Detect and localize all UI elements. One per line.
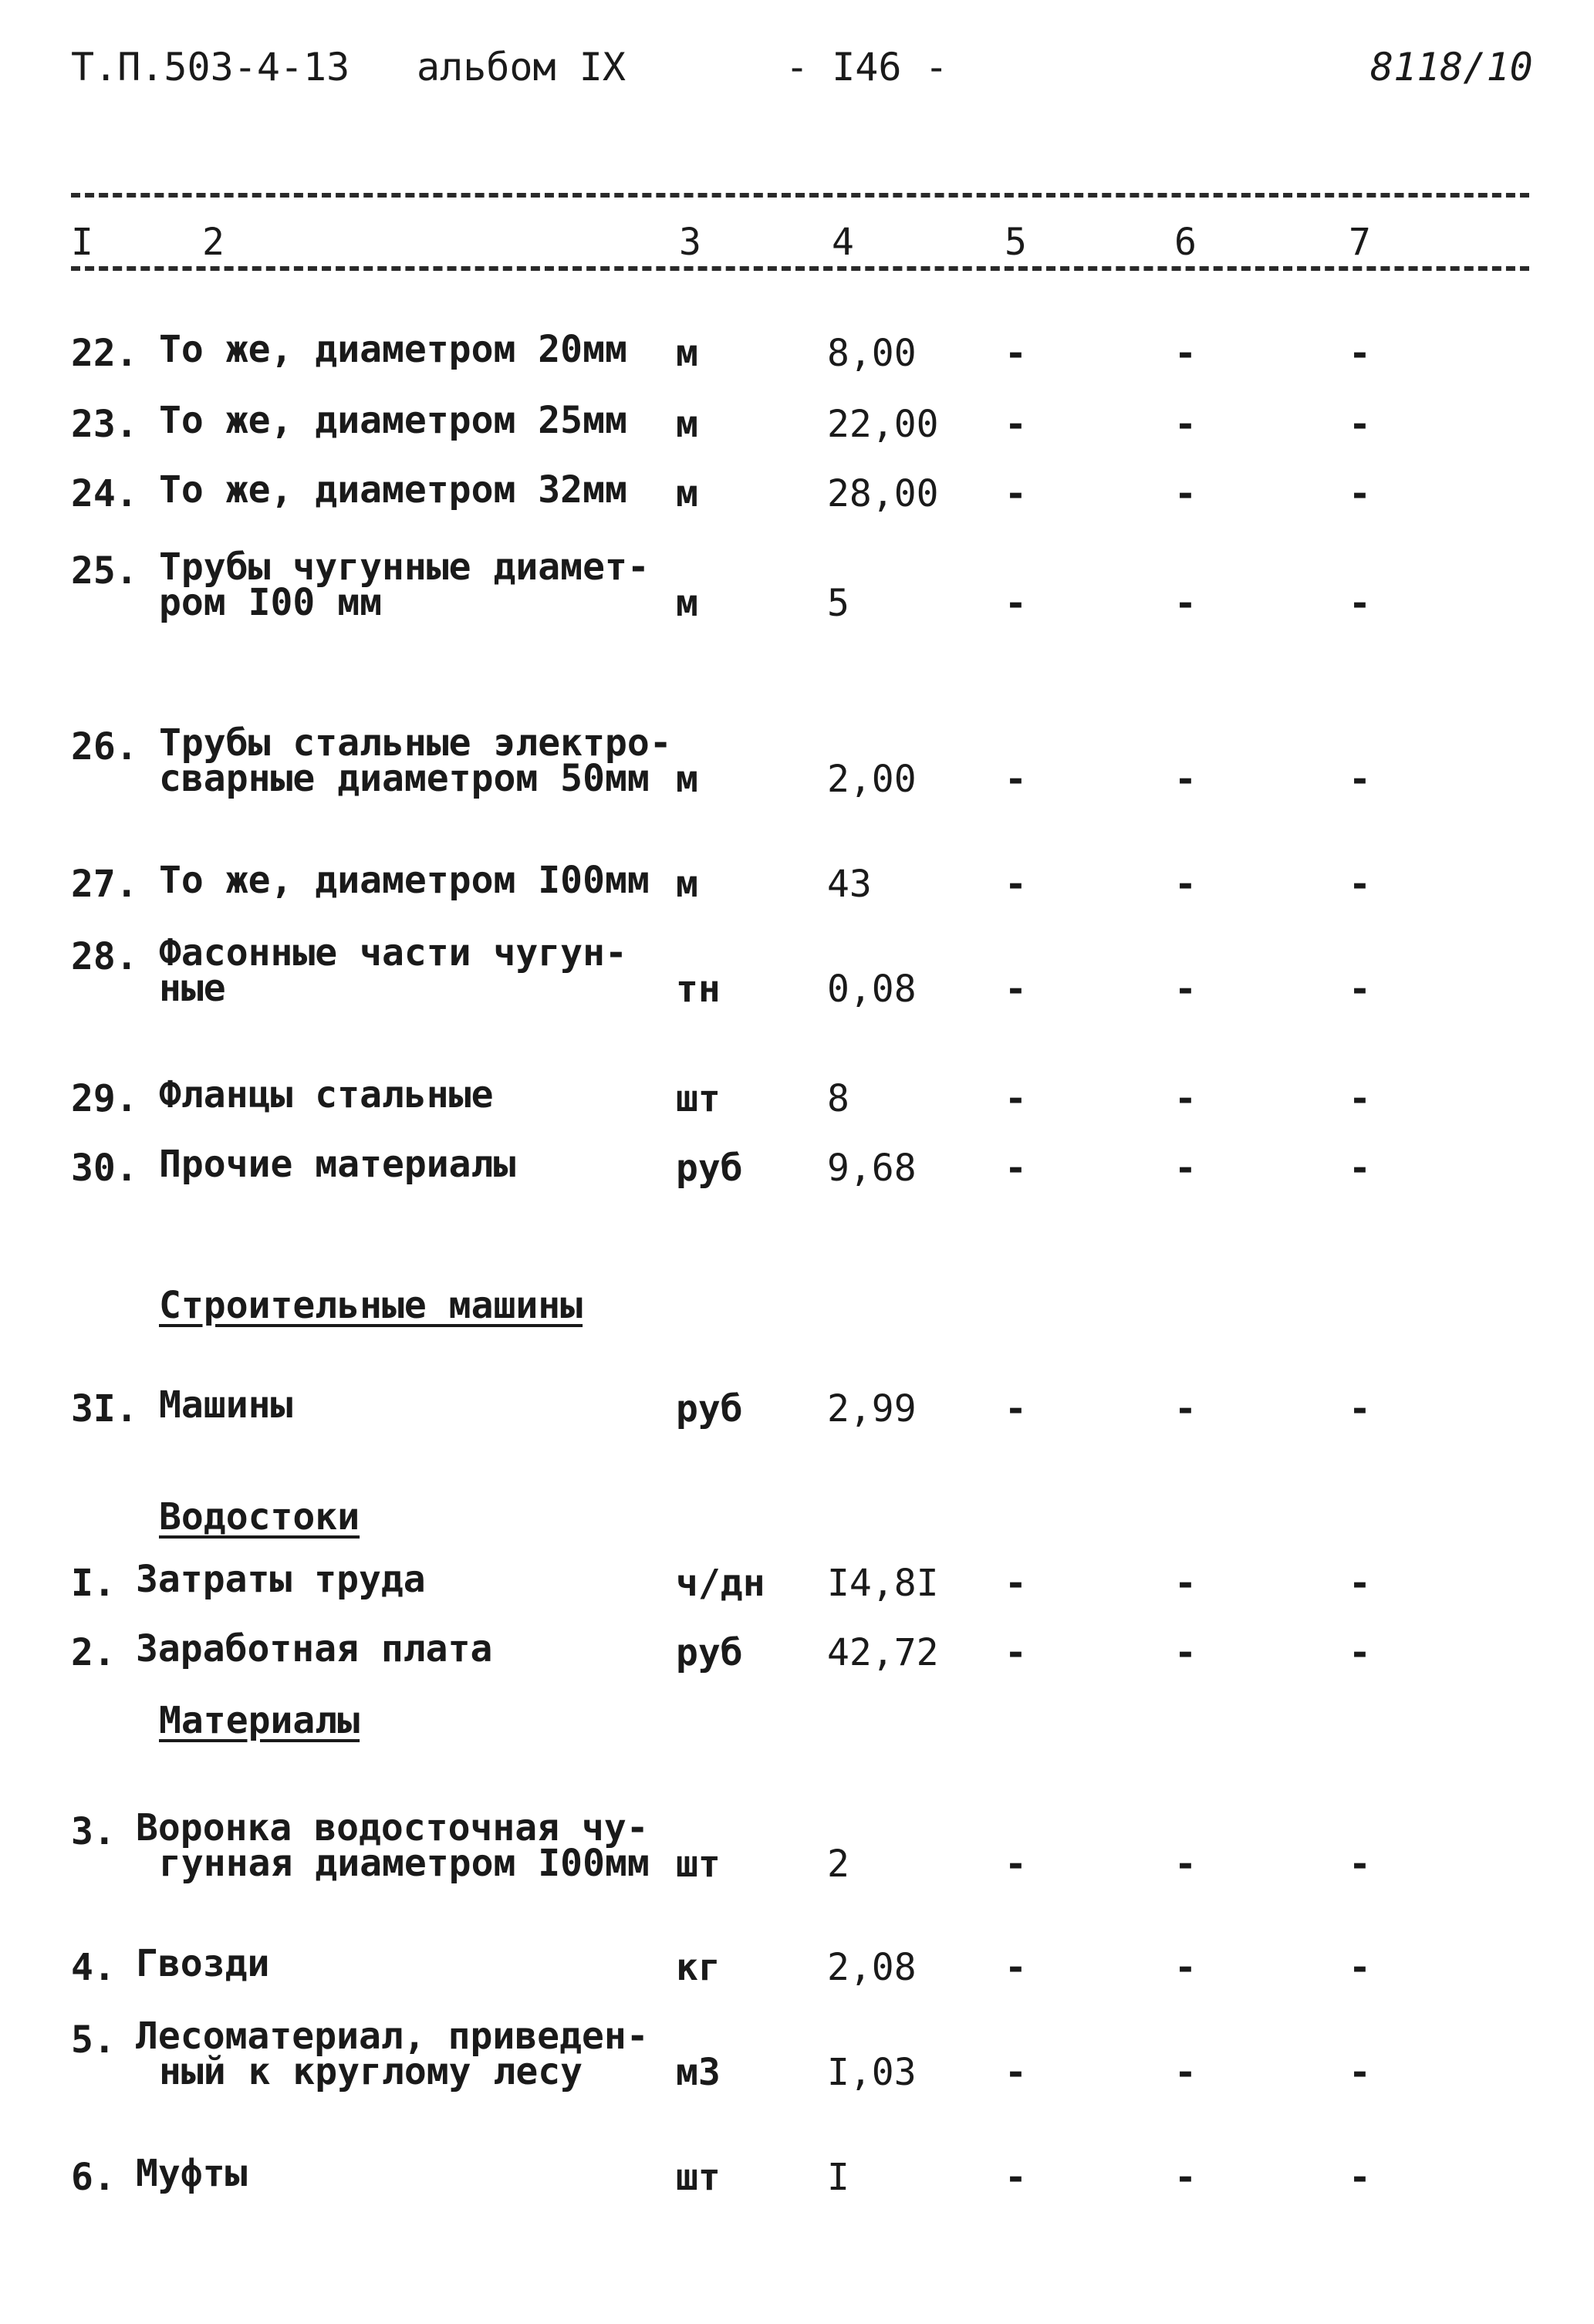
row-quantity: 9,68 xyxy=(827,1147,917,1190)
row-unit: шт xyxy=(676,1843,721,1886)
row-col5: - xyxy=(1005,1843,1027,1886)
row-col5: - xyxy=(1005,968,1027,1011)
row-col5: - xyxy=(1005,2156,1027,2199)
row-unit: шт xyxy=(676,1077,721,1120)
row-number: 5. xyxy=(71,2018,116,2062)
row-name xyxy=(159,931,627,1010)
row-col7: - xyxy=(1349,582,1371,625)
row-name xyxy=(136,1942,270,1985)
row-name xyxy=(159,399,627,442)
row-quantity: 2,08 xyxy=(827,1946,917,1989)
row-col5: - xyxy=(1005,1387,1027,1431)
row-name xyxy=(136,2015,649,2093)
row-col6: - xyxy=(1174,1077,1197,1120)
row-col6: - xyxy=(1174,2051,1197,2094)
row-col7: - xyxy=(1349,1562,1371,1605)
row-quantity: 2 xyxy=(827,1843,849,1886)
album-label: альбом IX xyxy=(417,45,626,90)
row-col5: - xyxy=(1005,582,1027,625)
row-col7: - xyxy=(1349,2051,1371,2094)
row-col5: - xyxy=(1005,2051,1027,2094)
row-col7: - xyxy=(1349,968,1371,1011)
row-col5: - xyxy=(1005,472,1027,515)
row-name-line: Воронка водосточная чу- xyxy=(136,1806,649,1849)
row-name xyxy=(136,1558,426,1601)
section-heading-drains: Водостоки xyxy=(159,1495,360,1539)
row-name-line: Машины xyxy=(159,1383,293,1427)
row-number: 2. xyxy=(71,1631,116,1674)
row-quantity: 28,00 xyxy=(827,472,939,515)
row-quantity: 8,00 xyxy=(827,332,917,375)
row-name-line: ные xyxy=(159,967,226,1010)
row-name-line: Фасонные части чугун- xyxy=(159,931,627,975)
row-col6: - xyxy=(1174,1631,1197,1674)
row-col7: - xyxy=(1349,863,1371,906)
row-name-line: гунная диаметром I00мм xyxy=(159,1842,650,1885)
row-col6: - xyxy=(1174,1946,1197,1989)
row-unit: м xyxy=(676,758,698,801)
row-quantity: 2,00 xyxy=(827,758,917,801)
row-col7: - xyxy=(1349,758,1371,801)
row-col6: - xyxy=(1174,1843,1197,1886)
row-quantity: 43 xyxy=(827,863,872,906)
row-name-line: Прочие материалы xyxy=(159,1143,516,1186)
row-number: 28. xyxy=(71,935,138,978)
row-name xyxy=(136,1627,493,1670)
row-quantity: I,03 xyxy=(827,2051,917,2094)
row-number: 27. xyxy=(71,863,138,906)
column-header-2: 2 xyxy=(202,221,225,264)
row-col6: - xyxy=(1174,863,1197,906)
row-col7: - xyxy=(1349,403,1371,446)
row-col5: - xyxy=(1005,1562,1027,1605)
row-unit: шт xyxy=(676,2156,721,2199)
column-header-6: 6 xyxy=(1174,221,1197,264)
row-quantity: I xyxy=(827,2156,849,2199)
row-col5: - xyxy=(1005,1077,1027,1120)
row-unit: руб xyxy=(676,1631,743,1674)
row-name xyxy=(136,2152,248,2195)
sheet-number: 8118/10 xyxy=(1370,45,1533,90)
row-number: 23. xyxy=(71,403,138,446)
column-header-4: 4 xyxy=(832,221,854,264)
row-name-line: Фланцы стальные xyxy=(159,1073,494,1116)
row-col6: - xyxy=(1174,332,1197,375)
table-top-rule xyxy=(71,193,1529,198)
row-number: 26. xyxy=(71,725,138,768)
page-number: - I46 - xyxy=(785,45,948,90)
row-quantity: 8 xyxy=(827,1077,849,1120)
row-quantity: 5 xyxy=(827,582,849,625)
row-col6: - xyxy=(1174,1562,1197,1605)
row-name xyxy=(159,1143,516,1186)
row-name xyxy=(159,328,627,371)
row-col5: - xyxy=(1005,403,1027,446)
row-name xyxy=(159,1073,494,1116)
row-col6: - xyxy=(1174,582,1197,625)
row-unit: м xyxy=(676,403,698,446)
row-quantity: I4,8I xyxy=(827,1562,939,1605)
row-quantity: 2,99 xyxy=(827,1387,917,1431)
column-header-7: 7 xyxy=(1349,221,1371,264)
row-unit: руб xyxy=(676,1387,743,1431)
row-col5: - xyxy=(1005,332,1027,375)
row-col7: - xyxy=(1349,1631,1371,1674)
row-number: 30. xyxy=(71,1147,138,1190)
row-name xyxy=(159,859,650,902)
row-number: 4. xyxy=(71,1946,116,1989)
row-unit: м xyxy=(676,863,698,906)
column-header-5: 5 xyxy=(1005,221,1027,264)
section-heading-machines: Строительные машины xyxy=(159,1284,583,1327)
row-name xyxy=(136,1806,650,1885)
table-head-rule xyxy=(71,266,1529,271)
row-number: 25. xyxy=(71,549,138,593)
row-col7: - xyxy=(1349,1077,1371,1120)
row-col6: - xyxy=(1174,1387,1197,1431)
row-col7: - xyxy=(1349,1843,1371,1886)
column-header-3: 3 xyxy=(679,221,701,264)
section-heading-materials: Материалы xyxy=(159,1699,360,1742)
row-col5: - xyxy=(1005,1631,1027,1674)
row-name xyxy=(159,468,627,512)
row-col5: - xyxy=(1005,1946,1027,1989)
row-col6: - xyxy=(1174,472,1197,515)
row-col6: - xyxy=(1174,758,1197,801)
row-col7: - xyxy=(1349,2156,1371,2199)
row-name-line: То же, диаметром 32мм xyxy=(159,468,627,512)
row-number: 29. xyxy=(71,1077,138,1120)
row-number: 6. xyxy=(71,2156,116,2199)
row-unit: руб xyxy=(676,1147,743,1190)
row-unit: тн xyxy=(676,968,721,1011)
row-number: 24. xyxy=(71,472,138,515)
row-name-line: То же, диаметром 20мм xyxy=(159,328,627,371)
row-col7: - xyxy=(1349,1147,1371,1190)
row-col6: - xyxy=(1174,1147,1197,1190)
row-name-line: Трубы стальные электро- xyxy=(159,721,672,765)
row-name-line: То же, диаметром I00мм xyxy=(159,859,650,902)
row-name-line: ром I00 мм xyxy=(159,581,382,624)
row-number: 3. xyxy=(71,1810,116,1853)
row-unit: кг xyxy=(676,1946,721,1989)
row-col7: - xyxy=(1349,332,1371,375)
row-name-line: сварные диаметром 50мм xyxy=(159,757,650,800)
row-name-line: Муфты xyxy=(136,2152,248,2195)
row-unit: м3 xyxy=(676,2051,721,2094)
column-header-1: I xyxy=(71,221,93,264)
row-unit: м xyxy=(676,472,698,515)
row-number: 22. xyxy=(71,332,138,375)
row-quantity: 0,08 xyxy=(827,968,917,1011)
row-name xyxy=(159,721,672,800)
row-name-line: Заработная плата xyxy=(136,1627,493,1670)
row-name-line: То же, диаметром 25мм xyxy=(159,399,627,442)
row-name-line: Трубы чугунные диамет- xyxy=(159,546,650,589)
row-name-line: ный к круглому лесу xyxy=(159,2050,583,2093)
row-unit: ч/дн xyxy=(676,1562,765,1605)
row-quantity: 22,00 xyxy=(827,403,939,446)
row-quantity: 42,72 xyxy=(827,1631,939,1674)
row-col7: - xyxy=(1349,472,1371,515)
row-unit: м xyxy=(676,332,698,375)
row-col6: - xyxy=(1174,968,1197,1011)
row-unit: м xyxy=(676,582,698,625)
row-col5: - xyxy=(1005,1147,1027,1190)
row-col7: - xyxy=(1349,1946,1371,1989)
row-name-line: Лесоматериал, приведен- xyxy=(136,2015,649,2058)
row-name-line: Затраты труда xyxy=(136,1558,426,1601)
row-col7: - xyxy=(1349,1387,1371,1431)
row-col5: - xyxy=(1005,758,1027,801)
row-number: 3I. xyxy=(71,1387,138,1431)
document-code: Т.П.503-4-13 xyxy=(71,45,350,90)
row-col6: - xyxy=(1174,403,1197,446)
row-name-line: Гвозди xyxy=(136,1942,270,1985)
row-number: I. xyxy=(71,1562,116,1605)
row-name xyxy=(159,546,650,624)
row-name xyxy=(159,1383,293,1427)
row-col6: - xyxy=(1174,2156,1197,2199)
row-col5: - xyxy=(1005,863,1027,906)
